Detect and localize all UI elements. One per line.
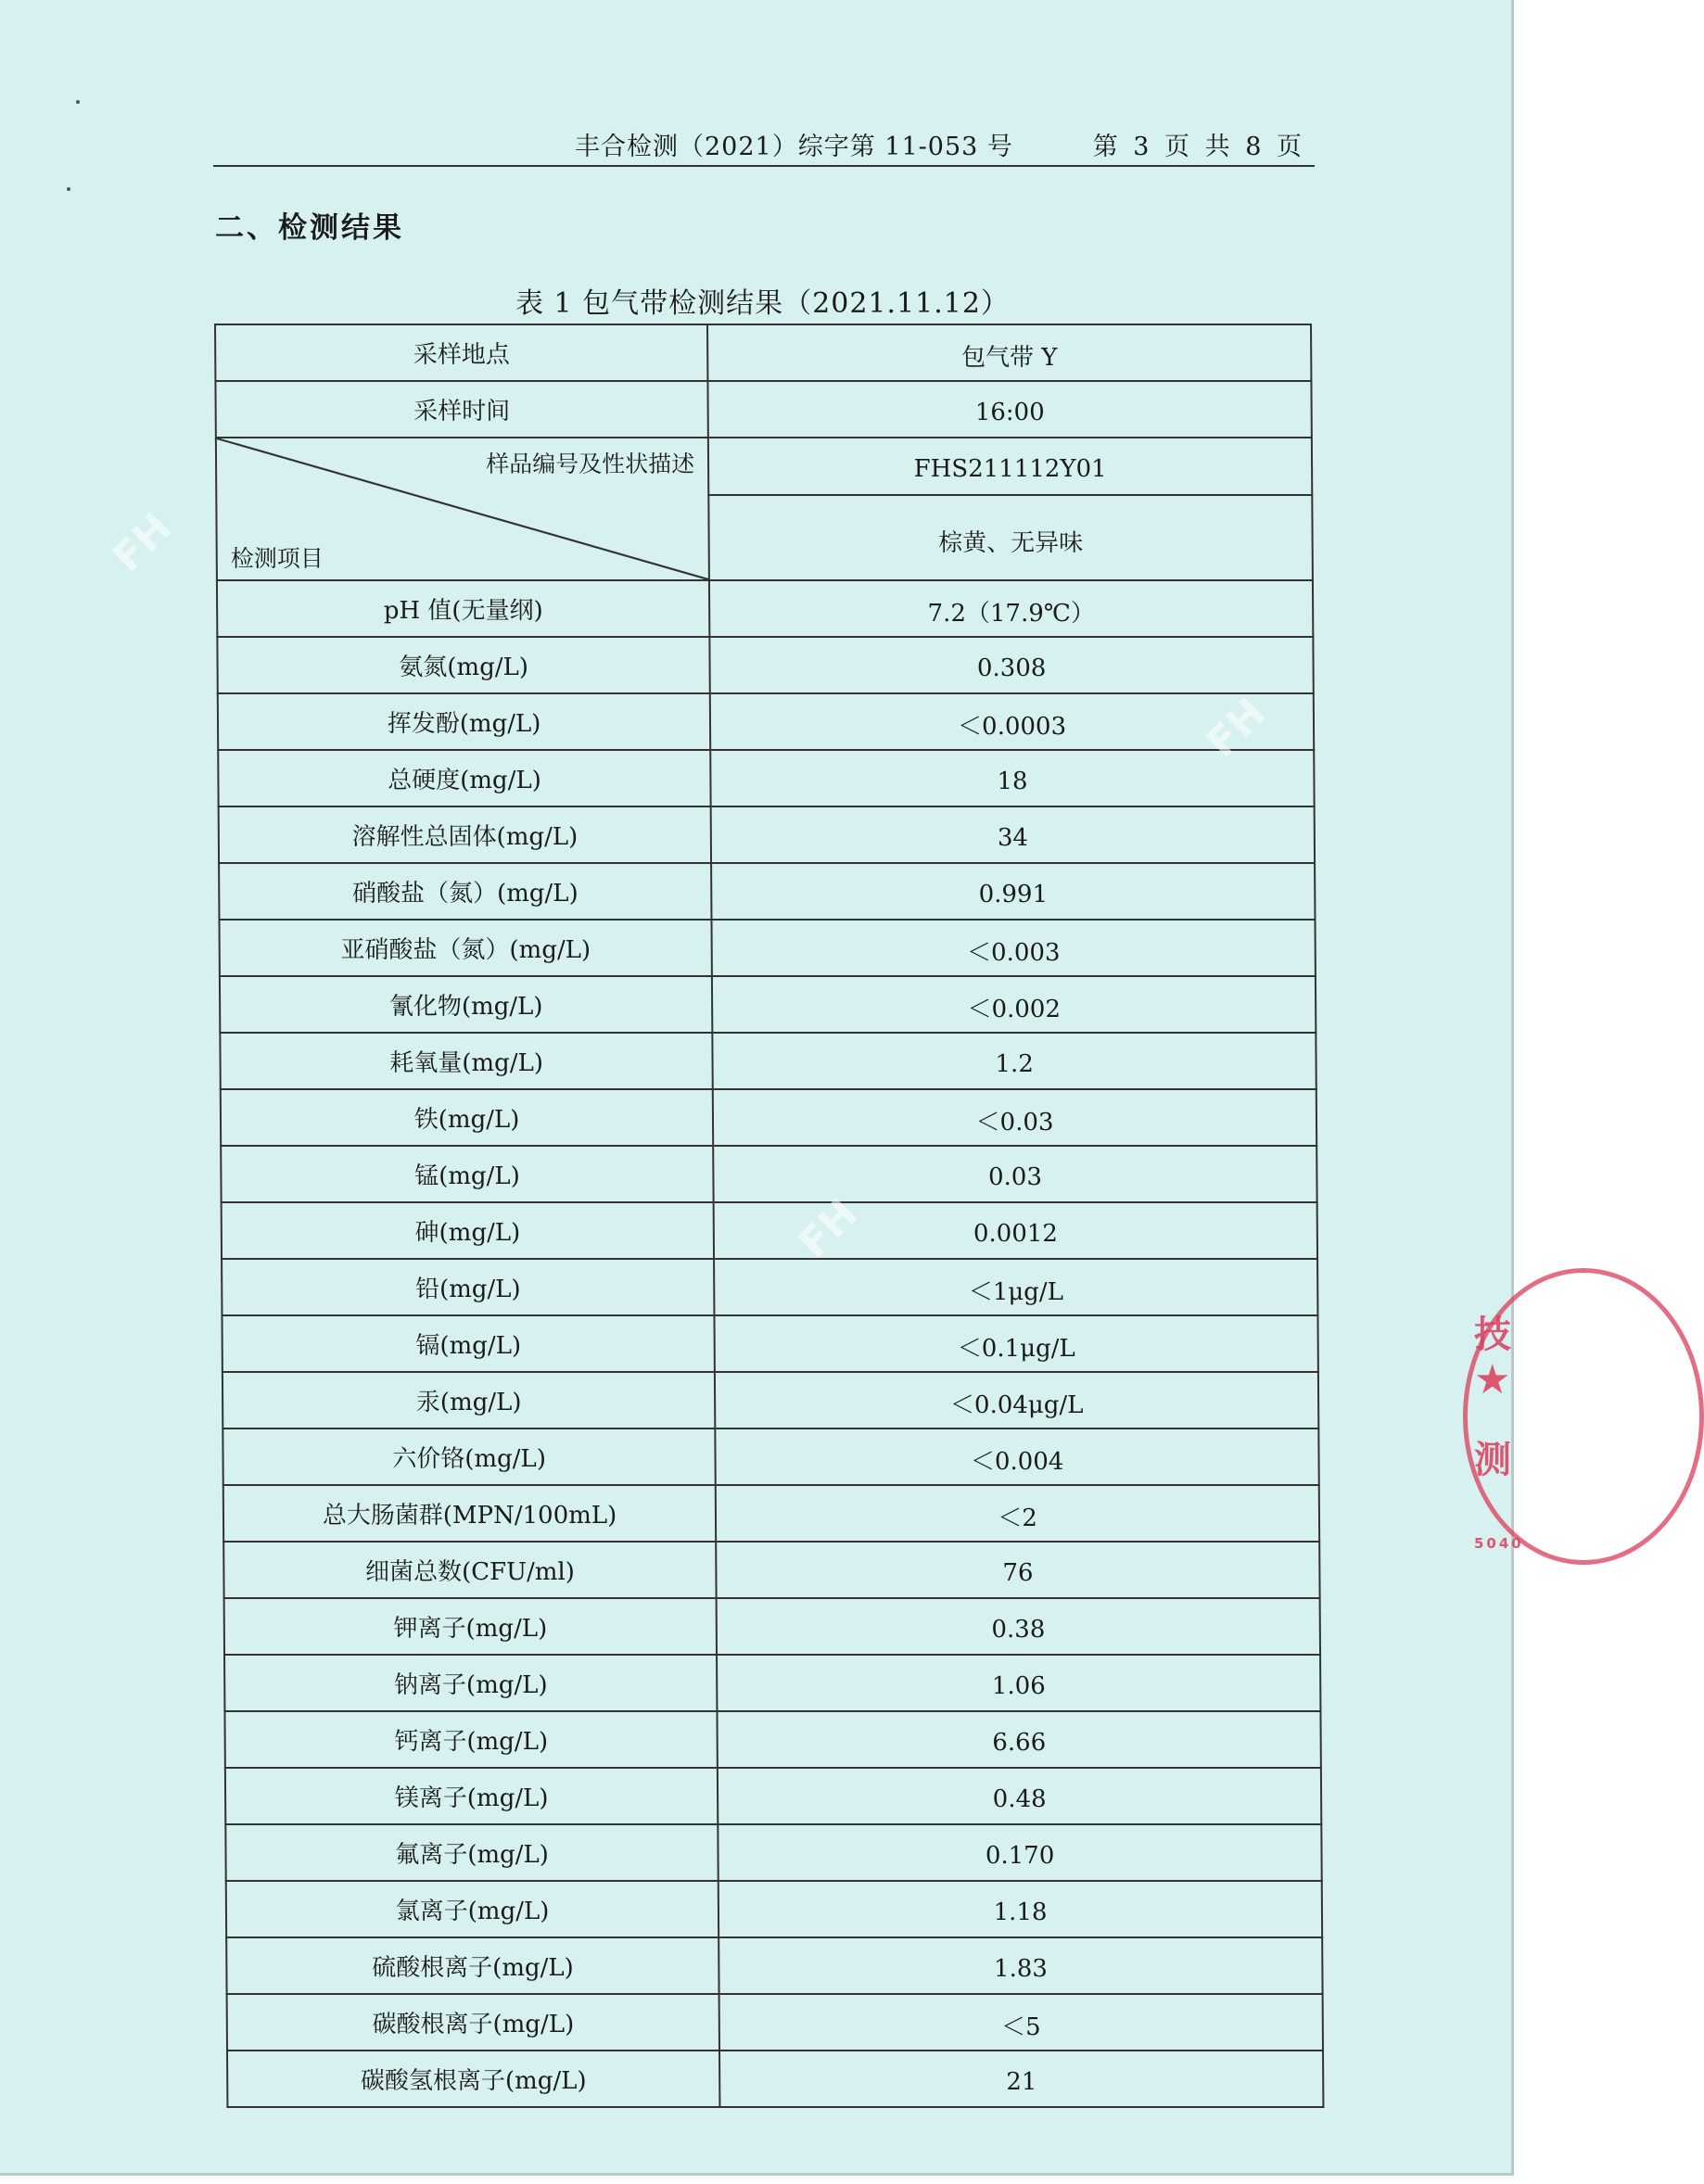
test-result-value: ＜1μg/L <box>714 1259 1317 1315</box>
test-item-name: pH 值(无量纲) <box>217 580 710 637</box>
test-result-value: ＜0.1μg/L <box>715 1315 1318 1372</box>
test-result-value: ＜0.004 <box>715 1428 1318 1485</box>
test-item-name: 钠离子(mg/L) <box>224 1655 718 1711</box>
diagonal-header-cell <box>216 438 709 580</box>
scan-speck <box>76 100 80 104</box>
test-item-name: 镁离子(mg/L) <box>225 1768 718 1824</box>
table-row <box>223 1372 1318 1428</box>
table-row <box>224 1598 1320 1655</box>
watermark: FH <box>103 503 182 582</box>
table-row <box>219 806 1315 863</box>
section-title: 二、检测结果 <box>215 211 404 245</box>
report-number: 丰合检测（2021）综字第 11-053 号 <box>575 133 1013 161</box>
sampling-time-value: 16:00 <box>708 381 1312 438</box>
test-item-name: 氯离子(mg/L) <box>226 1881 719 1937</box>
test-item-name: 硫酸根离子(mg/L) <box>226 1937 719 1994</box>
test-item-name: 铅(mg/L) <box>222 1259 715 1315</box>
table-row <box>224 1655 1320 1711</box>
scan-speck <box>67 187 70 191</box>
test-result-value: 1.2 <box>712 1033 1316 1089</box>
test-item-name: 钙离子(mg/L) <box>224 1711 718 1768</box>
table-row <box>227 2051 1323 2107</box>
test-result-value: ＜0.04μg/L <box>715 1372 1318 1428</box>
watermark: FH <box>789 1189 868 1268</box>
test-item-name: 氨氮(mg/L) <box>217 637 710 693</box>
test-result-value: 18 <box>710 750 1314 806</box>
test-item-name: 氟离子(mg/L) <box>225 1824 718 1881</box>
table-row <box>227 1994 1323 2051</box>
test-result-value: 34 <box>711 806 1315 863</box>
seal-star-icon: ★ <box>1474 1356 1511 1403</box>
test-result-value: ＜0.03 <box>713 1089 1316 1146</box>
test-result-value: 76 <box>716 1542 1319 1598</box>
sampling-location-value: 包气带 Y <box>707 324 1311 381</box>
sampling-location-label: 采样地点 <box>215 324 708 381</box>
test-item-name: 溶解性总固体(mg/L) <box>219 806 712 863</box>
table-row <box>221 1089 1316 1146</box>
test-item-name: 耗氧量(mg/L) <box>220 1033 713 1089</box>
table-row <box>220 976 1316 1033</box>
table-row <box>217 637 1313 693</box>
table-row <box>217 580 1313 637</box>
results-table <box>214 324 1324 2108</box>
seal-text: 技 <box>1474 1314 1511 1356</box>
seal-code: 5040 <box>1474 1535 1524 1552</box>
test-item-name: 汞(mg/L) <box>223 1372 716 1428</box>
test-result-value: 6.66 <box>718 1711 1321 1768</box>
table-row <box>220 1033 1316 1089</box>
table-row <box>221 1146 1316 1202</box>
test-item-name: 碳酸根离子(mg/L) <box>227 1994 720 2051</box>
test-result-value: 0.38 <box>717 1598 1320 1655</box>
sample-id: FHS211112Y01 <box>708 438 1312 495</box>
official-seal <box>1463 1268 1524 1565</box>
table-row <box>223 1485 1319 1542</box>
test-result-value: ＜2 <box>716 1485 1319 1542</box>
sample-description: 棕黄、无异味 <box>708 495 1313 580</box>
test-item-name: 铁(mg/L) <box>221 1089 714 1146</box>
table-row <box>219 920 1315 976</box>
test-item-name: 亚硝酸盐（氮）(mg/L) <box>219 920 712 976</box>
table-row <box>215 324 1311 381</box>
sample-id-desc-label: 样品编号及性状描述 <box>486 451 695 477</box>
seal-text: 测 <box>1474 1439 1511 1481</box>
test-item-name: 挥发酚(mg/L) <box>218 693 711 750</box>
table-caption: 表 1 包气带检测结果（2021.11.12） <box>515 287 1010 320</box>
test-item-name: 细菌总数(CFU/ml) <box>223 1542 717 1598</box>
test-result-value: 0.0012 <box>714 1202 1317 1259</box>
test-result-value: ＜0.002 <box>712 976 1316 1033</box>
page-header <box>213 121 1315 167</box>
test-result-value: 1.06 <box>717 1655 1320 1711</box>
table-row <box>222 1202 1317 1259</box>
test-item-name: 砷(mg/L) <box>222 1202 715 1259</box>
table-row <box>222 1259 1317 1315</box>
table-row <box>225 1768 1321 1824</box>
table-row <box>225 1824 1321 1881</box>
table-row <box>226 1937 1322 1994</box>
test-result-value: ＜0.0003 <box>710 693 1314 750</box>
test-result-value: ＜5 <box>719 1994 1323 2051</box>
test-item-name: 总大肠菌群(MPN/100mL) <box>223 1485 717 1542</box>
test-result-value: 1.18 <box>718 1881 1322 1937</box>
table-row <box>223 1542 1319 1598</box>
table-row <box>215 381 1311 438</box>
watermark: FH <box>1197 689 1276 768</box>
test-result-value: 1.83 <box>718 1937 1322 1994</box>
test-result-value: ＜0.003 <box>712 920 1316 976</box>
test-result-value: 7.2（17.9℃） <box>709 580 1313 637</box>
sampling-time-label: 采样时间 <box>215 381 708 438</box>
test-item-name: 镉(mg/L) <box>222 1315 715 1372</box>
table-row <box>223 1428 1318 1485</box>
test-result-value: 21 <box>719 2051 1323 2107</box>
test-item-label: 检测项目 <box>230 545 324 572</box>
table-row <box>222 1315 1317 1372</box>
test-item-name: 锰(mg/L) <box>221 1146 714 1202</box>
test-item-name: 六价铬(mg/L) <box>223 1428 716 1485</box>
test-result-value: 0.48 <box>718 1768 1321 1824</box>
table-row <box>216 438 1312 495</box>
test-result-value: 0.170 <box>718 1824 1321 1881</box>
test-result-value: 0.991 <box>711 863 1315 920</box>
test-item-name: 总硬度(mg/L) <box>218 750 711 806</box>
test-item-name: 碳酸氢根离子(mg/L) <box>227 2051 720 2107</box>
table-row <box>218 750 1314 806</box>
test-result-value: 0.03 <box>713 1146 1316 1202</box>
table-row <box>218 693 1314 750</box>
test-item-name: 氰化物(mg/L) <box>220 976 713 1033</box>
test-result-value: 0.308 <box>709 637 1313 693</box>
test-item-name: 硝酸盐（氮）(mg/L) <box>219 863 712 920</box>
test-item-name: 钾离子(mg/L) <box>224 1598 718 1655</box>
table-row <box>224 1711 1320 1768</box>
page-number: 第 3 页 共 8 页 <box>1092 133 1305 161</box>
table-row <box>226 1881 1322 1937</box>
table-row <box>219 863 1315 920</box>
